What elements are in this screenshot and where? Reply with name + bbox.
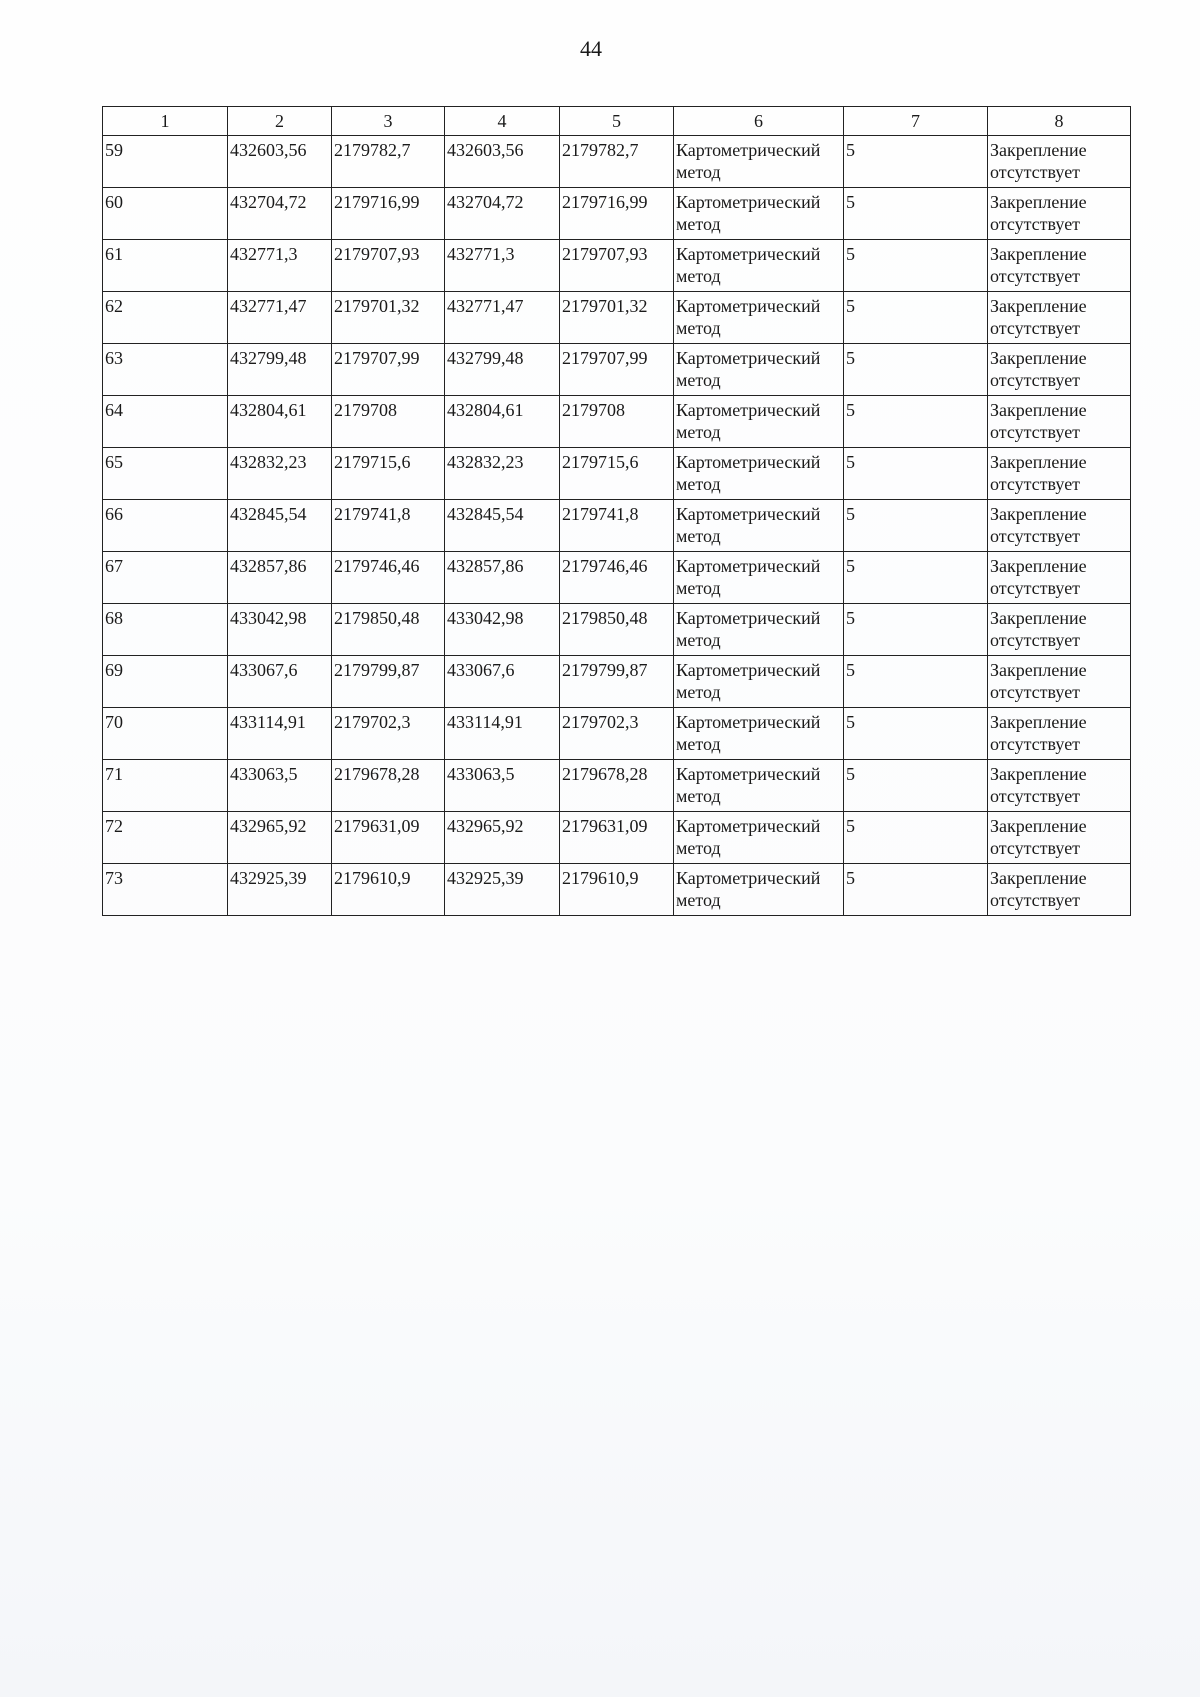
- x-coordinate-cell: 432603,56: [445, 136, 560, 188]
- table-row: [103, 448, 1131, 500]
- accuracy-cell: 5: [844, 448, 988, 500]
- accuracy-cell: 5: [844, 604, 988, 656]
- x-coordinate-cell: 432704,72: [445, 188, 560, 240]
- method-cell-line: Картометрический: [676, 348, 821, 368]
- x-coordinate-cell: 432771,3: [445, 240, 560, 292]
- fixation-cell: [988, 344, 1131, 396]
- accuracy-cell: 5: [844, 188, 988, 240]
- x-coordinate-cell: 432771,47: [445, 292, 560, 344]
- method-cell: [674, 344, 844, 396]
- x-coordinate-cell: 432804,61: [445, 396, 560, 448]
- fixation-cell-line: отсутствует: [990, 162, 1081, 182]
- method-cell-line: метод: [676, 162, 721, 182]
- y-coordinate-cell: 2179716,99: [332, 188, 445, 240]
- method-cell-line: Картометрический: [676, 504, 821, 524]
- method-cell: [674, 864, 844, 916]
- x-coordinate-cell: 432857,86: [445, 552, 560, 604]
- x-coordinate-cell: 432845,54: [445, 500, 560, 552]
- table-row: [103, 240, 1131, 292]
- method-cell-line: метод: [676, 890, 721, 910]
- point-number-cell: 64: [103, 396, 228, 448]
- point-number-cell: 69: [103, 656, 228, 708]
- method-cell-line: Картометрический: [676, 400, 821, 420]
- fixation-cell: [988, 396, 1131, 448]
- page-number: 44: [580, 36, 602, 61]
- y-coordinate-cell: 2179701,32: [560, 292, 674, 344]
- accuracy-cell: 5: [844, 396, 988, 448]
- accuracy-cell: 5: [844, 292, 988, 344]
- y-coordinate-cell: 2179850,48: [332, 604, 445, 656]
- point-number-cell: 68: [103, 604, 228, 656]
- method-cell: [674, 500, 844, 552]
- method-cell: [674, 136, 844, 188]
- method-cell: [674, 396, 844, 448]
- fixation-cell-line: Закрепление: [990, 764, 1087, 784]
- x-coordinate-cell: 433042,98: [228, 604, 332, 656]
- fixation-cell-line: отсутствует: [990, 890, 1081, 910]
- accuracy-cell: 5: [844, 552, 988, 604]
- x-coordinate-cell: 432857,86: [228, 552, 332, 604]
- method-cell: [674, 812, 844, 864]
- table-row: [103, 136, 1131, 188]
- y-coordinate-cell: 2179746,46: [332, 552, 445, 604]
- fixation-cell: [988, 708, 1131, 760]
- x-coordinate-cell: 433042,98: [445, 604, 560, 656]
- point-number-cell: 73: [103, 864, 228, 916]
- x-coordinate-cell: 432832,23: [445, 448, 560, 500]
- y-coordinate-cell: 2179715,6: [560, 448, 674, 500]
- fixation-cell: [988, 864, 1131, 916]
- point-number-cell: 70: [103, 708, 228, 760]
- table-header-row: [103, 107, 1131, 136]
- y-coordinate-cell: 2179850,48: [560, 604, 674, 656]
- fixation-cell-line: Закрепление: [990, 140, 1087, 160]
- y-coordinate-cell: 2179631,09: [560, 812, 674, 864]
- x-coordinate-cell: 432771,47: [228, 292, 332, 344]
- y-coordinate-cell: 2179678,28: [332, 760, 445, 812]
- method-cell-line: Картометрический: [676, 608, 821, 628]
- y-coordinate-cell: 2179716,99: [560, 188, 674, 240]
- method-cell-line: метод: [676, 214, 721, 234]
- point-number-cell: 71: [103, 760, 228, 812]
- column-header: 2: [228, 107, 332, 136]
- point-number-cell: 61: [103, 240, 228, 292]
- fixation-cell: [988, 760, 1131, 812]
- y-coordinate-cell: 2179707,99: [560, 344, 674, 396]
- column-header: 7: [844, 107, 988, 136]
- method-cell: [674, 604, 844, 656]
- fixation-cell-line: Закрепление: [990, 348, 1087, 368]
- fixation-cell: [988, 656, 1131, 708]
- fixation-cell-line: Закрепление: [990, 556, 1087, 576]
- x-coordinate-cell: 432704,72: [228, 188, 332, 240]
- method-cell-line: Картометрический: [676, 660, 821, 680]
- x-coordinate-cell: 432925,39: [445, 864, 560, 916]
- y-coordinate-cell: 2179799,87: [560, 656, 674, 708]
- x-coordinate-cell: 432804,61: [228, 396, 332, 448]
- method-cell-line: метод: [676, 266, 721, 286]
- table-row: [103, 656, 1131, 708]
- table-row: [103, 708, 1131, 760]
- method-cell-line: Картометрический: [676, 556, 821, 576]
- x-coordinate-cell: 433063,5: [228, 760, 332, 812]
- x-coordinate-cell: 433067,6: [228, 656, 332, 708]
- method-cell-line: Картометрический: [676, 868, 821, 888]
- x-coordinate-cell: 433114,91: [228, 708, 332, 760]
- y-coordinate-cell: 2179610,9: [332, 864, 445, 916]
- fixation-cell-line: Закрепление: [990, 868, 1087, 888]
- fixation-cell-line: отсутствует: [990, 682, 1081, 702]
- y-coordinate-cell: 2179741,8: [332, 500, 445, 552]
- column-header: 4: [445, 107, 560, 136]
- x-coordinate-cell: 433114,91: [445, 708, 560, 760]
- accuracy-cell: 5: [844, 656, 988, 708]
- accuracy-cell: 5: [844, 812, 988, 864]
- y-coordinate-cell: 2179741,8: [560, 500, 674, 552]
- fixation-cell-line: отсутствует: [990, 318, 1081, 338]
- y-coordinate-cell: 2179746,46: [560, 552, 674, 604]
- fixation-cell-line: отсутствует: [990, 526, 1081, 546]
- fixation-cell-line: Закрепление: [990, 192, 1087, 212]
- method-cell-line: Картометрический: [676, 244, 821, 264]
- table-row: [103, 864, 1131, 916]
- table-row: [103, 604, 1131, 656]
- fixation-cell: [988, 500, 1131, 552]
- fixation-cell: [988, 240, 1131, 292]
- column-header: 8: [988, 107, 1131, 136]
- method-cell: [674, 708, 844, 760]
- table-row: [103, 812, 1131, 864]
- method-cell-line: метод: [676, 578, 721, 598]
- x-coordinate-cell: 432799,48: [228, 344, 332, 396]
- fixation-cell: [988, 188, 1131, 240]
- x-coordinate-cell: 432832,23: [228, 448, 332, 500]
- method-cell: [674, 552, 844, 604]
- method-cell-line: метод: [676, 734, 721, 754]
- method-cell: [674, 188, 844, 240]
- accuracy-cell: 5: [844, 708, 988, 760]
- x-coordinate-cell: 433067,6: [445, 656, 560, 708]
- table-row: [103, 500, 1131, 552]
- method-cell: [674, 240, 844, 292]
- accuracy-cell: 5: [844, 864, 988, 916]
- fixation-cell-line: отсутствует: [990, 786, 1081, 806]
- x-coordinate-cell: 432965,92: [445, 812, 560, 864]
- method-cell-line: Картометрический: [676, 296, 821, 316]
- column-header: 3: [332, 107, 445, 136]
- method-cell-line: метод: [676, 838, 721, 858]
- method-cell-line: Картометрический: [676, 816, 821, 836]
- method-cell-line: Картометрический: [676, 452, 821, 472]
- y-coordinate-cell: 2179799,87: [332, 656, 445, 708]
- y-coordinate-cell: 2179701,32: [332, 292, 445, 344]
- fixation-cell-line: Закрепление: [990, 608, 1087, 628]
- x-coordinate-cell: 432771,3: [228, 240, 332, 292]
- method-cell: [674, 760, 844, 812]
- x-coordinate-cell: 432603,56: [228, 136, 332, 188]
- method-cell-line: Картометрический: [676, 764, 821, 784]
- table-row: [103, 344, 1131, 396]
- method-cell-line: метод: [676, 318, 721, 338]
- y-coordinate-cell: 2179707,93: [332, 240, 445, 292]
- method-cell-line: метод: [676, 630, 721, 650]
- fixation-cell-line: Закрепление: [990, 504, 1087, 524]
- method-cell-line: метод: [676, 370, 721, 390]
- table-row: [103, 188, 1131, 240]
- y-coordinate-cell: 2179708: [332, 396, 445, 448]
- fixation-cell-line: отсутствует: [990, 422, 1081, 442]
- accuracy-cell: 5: [844, 136, 988, 188]
- method-cell: [674, 292, 844, 344]
- fixation-cell-line: отсутствует: [990, 370, 1081, 390]
- fixation-cell: [988, 552, 1131, 604]
- fixation-cell-line: Закрепление: [990, 400, 1087, 420]
- y-coordinate-cell: 2179702,3: [560, 708, 674, 760]
- y-coordinate-cell: 2179631,09: [332, 812, 445, 864]
- method-cell-line: Картометрический: [676, 712, 821, 732]
- table-row: [103, 292, 1131, 344]
- accuracy-cell: 5: [844, 760, 988, 812]
- y-coordinate-cell: 2179708: [560, 396, 674, 448]
- point-number-cell: 63: [103, 344, 228, 396]
- table-body: [103, 136, 1131, 916]
- y-coordinate-cell: 2179782,7: [332, 136, 445, 188]
- fixation-cell: [988, 604, 1131, 656]
- x-coordinate-cell: 432965,92: [228, 812, 332, 864]
- accuracy-cell: 5: [844, 240, 988, 292]
- fixation-cell: [988, 812, 1131, 864]
- fixation-cell-line: Закрепление: [990, 660, 1087, 680]
- method-cell-line: метод: [676, 682, 721, 702]
- fixation-cell-line: отсутствует: [990, 266, 1081, 286]
- fixation-cell: [988, 448, 1131, 500]
- accuracy-cell: 5: [844, 344, 988, 396]
- fixation-cell-line: отсутствует: [990, 474, 1081, 494]
- method-cell: [674, 656, 844, 708]
- table-row: [103, 760, 1131, 812]
- point-number-cell: 60: [103, 188, 228, 240]
- fixation-cell-line: Закрепление: [990, 296, 1087, 316]
- accuracy-cell: 5: [844, 500, 988, 552]
- y-coordinate-cell: 2179707,93: [560, 240, 674, 292]
- point-number-cell: 62: [103, 292, 228, 344]
- method-cell-line: Картометрический: [676, 192, 821, 212]
- y-coordinate-cell: 2179678,28: [560, 760, 674, 812]
- column-header: 1: [103, 107, 228, 136]
- fixation-cell-line: Закрепление: [990, 816, 1087, 836]
- method-cell-line: метод: [676, 526, 721, 546]
- x-coordinate-cell: 432845,54: [228, 500, 332, 552]
- fixation-cell-line: отсутствует: [990, 214, 1081, 234]
- method-cell-line: метод: [676, 474, 721, 494]
- x-coordinate-cell: 432925,39: [228, 864, 332, 916]
- fixation-cell-line: отсутствует: [990, 734, 1081, 754]
- point-number-cell: 59: [103, 136, 228, 188]
- y-coordinate-cell: 2179715,6: [332, 448, 445, 500]
- column-header: 6: [674, 107, 844, 136]
- column-header: 5: [560, 107, 674, 136]
- point-number-cell: 66: [103, 500, 228, 552]
- fixation-cell: [988, 136, 1131, 188]
- fixation-cell-line: Закрепление: [990, 452, 1087, 472]
- method-cell-line: метод: [676, 786, 721, 806]
- method-cell: [674, 448, 844, 500]
- y-coordinate-cell: 2179707,99: [332, 344, 445, 396]
- method-cell-line: Картометрический: [676, 140, 821, 160]
- fixation-cell-line: отсутствует: [990, 838, 1081, 858]
- point-number-cell: 65: [103, 448, 228, 500]
- table-row: [103, 552, 1131, 604]
- fixation-cell: [988, 292, 1131, 344]
- x-coordinate-cell: 432799,48: [445, 344, 560, 396]
- fixation-cell-line: Закрепление: [990, 244, 1087, 264]
- coordinates-table: [102, 106, 1131, 916]
- fixation-cell-line: отсутствует: [990, 630, 1081, 650]
- table-row: [103, 396, 1131, 448]
- method-cell-line: метод: [676, 422, 721, 442]
- x-coordinate-cell: 433063,5: [445, 760, 560, 812]
- y-coordinate-cell: 2179782,7: [560, 136, 674, 188]
- fixation-cell-line: Закрепление: [990, 712, 1087, 732]
- y-coordinate-cell: 2179610,9: [560, 864, 674, 916]
- y-coordinate-cell: 2179702,3: [332, 708, 445, 760]
- point-number-cell: 67: [103, 552, 228, 604]
- point-number-cell: 72: [103, 812, 228, 864]
- fixation-cell-line: отсутствует: [990, 578, 1081, 598]
